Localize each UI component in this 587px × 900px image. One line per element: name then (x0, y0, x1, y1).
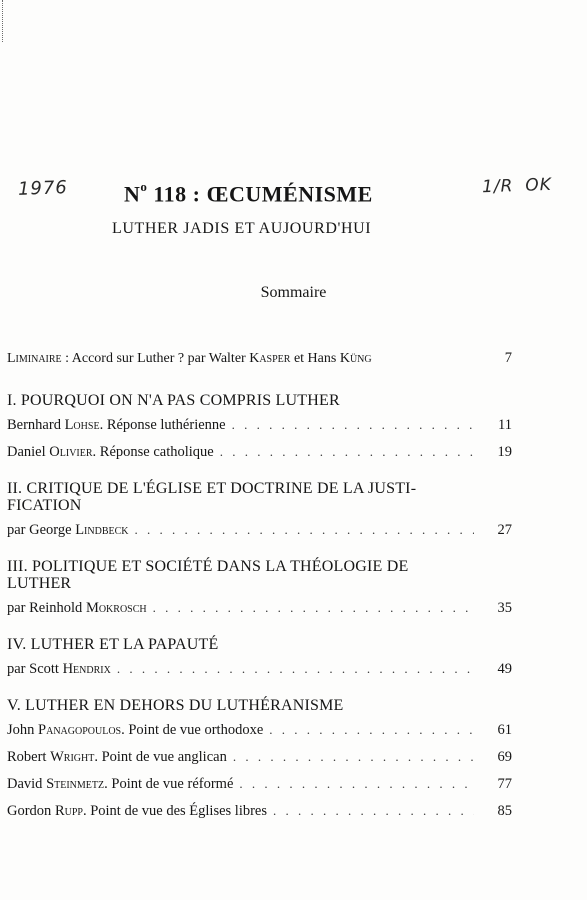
toc-page-number: 11 (498, 417, 512, 433)
dot-leader (232, 417, 474, 433)
entry-title: . Point de vue réformé (104, 776, 234, 792)
page-edge-mark (2, 0, 4, 42)
toc-page-number: 61 (497, 722, 512, 738)
toc-page-number: 69 (497, 749, 512, 765)
toc-entry[interactable] (7, 661, 512, 678)
section-title-line-2: LUTHER (7, 575, 72, 592)
toc-page-number: 49 (497, 661, 512, 677)
section-title: V. LUTHER EN DEHORS DU LUTHÉRANISME (7, 697, 344, 714)
author-last: Hendrix (62, 661, 111, 677)
author-last: Steinmetz (46, 776, 105, 792)
author-last: Mokrosch (85, 600, 147, 616)
toc-section-1 (7, 392, 512, 461)
toc-section-5 (7, 697, 512, 820)
liminaire-label: Liminaire (7, 351, 62, 366)
toc-entry[interactable] (7, 803, 512, 820)
dot-leader (117, 661, 474, 677)
toc-page-number: 77 (497, 776, 512, 792)
toc-page-number: 35 (497, 600, 512, 616)
issue-number-label: N (124, 181, 141, 207)
author-first: Robert (7, 749, 51, 765)
entry-title: . Réponse catholique (92, 444, 214, 460)
author-last: Lindbeck (75, 522, 129, 538)
author-last: Olivier (49, 444, 93, 460)
author-first: Gordon (7, 803, 55, 819)
toc-page-number: 27 (497, 522, 512, 538)
entry-title: . Point de vue anglican (94, 749, 227, 765)
section-title: IV. LUTHER ET LA PAPAUTÉ (7, 636, 219, 653)
toc-entry[interactable] (7, 522, 512, 539)
toc-page-number: 7 (504, 350, 512, 366)
liminaire-text (7, 351, 372, 367)
entry-title: . Réponse luthérienne (99, 417, 226, 433)
liminaire-text-a: : Accord sur Luther ? par Walter (61, 351, 250, 366)
handwritten-note-a: 1/R (481, 176, 514, 198)
dot-leader (153, 600, 474, 616)
author-first: Daniel (7, 444, 50, 460)
toc-page-number: 85 (497, 803, 512, 819)
author-last: Lohse (64, 417, 100, 433)
liminaire-text-b: et Hans (290, 351, 340, 366)
toc-section-2 (7, 480, 512, 539)
dot-leader (239, 776, 474, 792)
dot-leader (273, 803, 474, 819)
toc-entry[interactable] (7, 600, 512, 617)
issue-title-text: 118 : ŒCUMÉNISME (147, 181, 373, 207)
author-first: par Scott (7, 661, 63, 677)
liminaire-author-1: Kasper (249, 351, 291, 366)
dot-leader (269, 722, 474, 738)
handwritten-note (482, 175, 553, 197)
toc-entry[interactable] (7, 749, 512, 766)
entry-title: . Point de vue orthodoxe (121, 722, 264, 738)
issue-title (124, 181, 373, 207)
section-title (7, 558, 512, 592)
toc-entry[interactable] (7, 444, 512, 461)
summary-heading: Sommaire (260, 284, 327, 301)
toc-entry[interactable] (7, 417, 512, 434)
toc-section-3 (7, 558, 512, 617)
section-title: I. POURQUOI ON N'A PAS COMPRIS LUTHER (7, 392, 340, 409)
table-of-contents (7, 350, 512, 839)
toc-section-4 (7, 636, 512, 678)
toc-entry-liminaire[interactable] (7, 350, 512, 367)
author-last: Panagopoulos (38, 722, 122, 738)
author-first: John (7, 722, 39, 738)
author-first: par Reinhold (7, 600, 86, 616)
section-title (7, 480, 512, 514)
issue-subtitle: LUTHER JADIS ET AUJOURD'HUI (112, 220, 372, 237)
toc-page-number: 19 (497, 444, 512, 460)
handwritten-note-b: OK (525, 174, 553, 196)
section-title-line-2: FICATION (7, 497, 82, 514)
dot-leader (135, 522, 475, 538)
author-first: David (7, 776, 47, 792)
issue-number-sup: o (140, 179, 148, 194)
liminaire-author-2: Küng (339, 351, 372, 366)
dot-leader (220, 444, 474, 460)
author-first: par George (7, 522, 76, 538)
toc-entry[interactable] (7, 776, 512, 793)
section-title-line-1: II. CRITIQUE DE L'ÉGLISE ET DOCTRINE DE LA JUSTI- (7, 480, 417, 497)
dot-leader (233, 749, 474, 765)
author-last: Wright (50, 749, 95, 765)
author-first: Bernhard (7, 417, 65, 433)
handwritten-year: 1976 (17, 177, 69, 200)
toc-entry[interactable] (7, 722, 512, 739)
author-last: Rupp (54, 803, 83, 819)
entry-title: . Point de vue des Églises libres (82, 803, 268, 819)
section-title-line-1: III. POLITIQUE ET SOCIÉTÉ DANS LA THÉOLOGIE DE (7, 558, 409, 575)
